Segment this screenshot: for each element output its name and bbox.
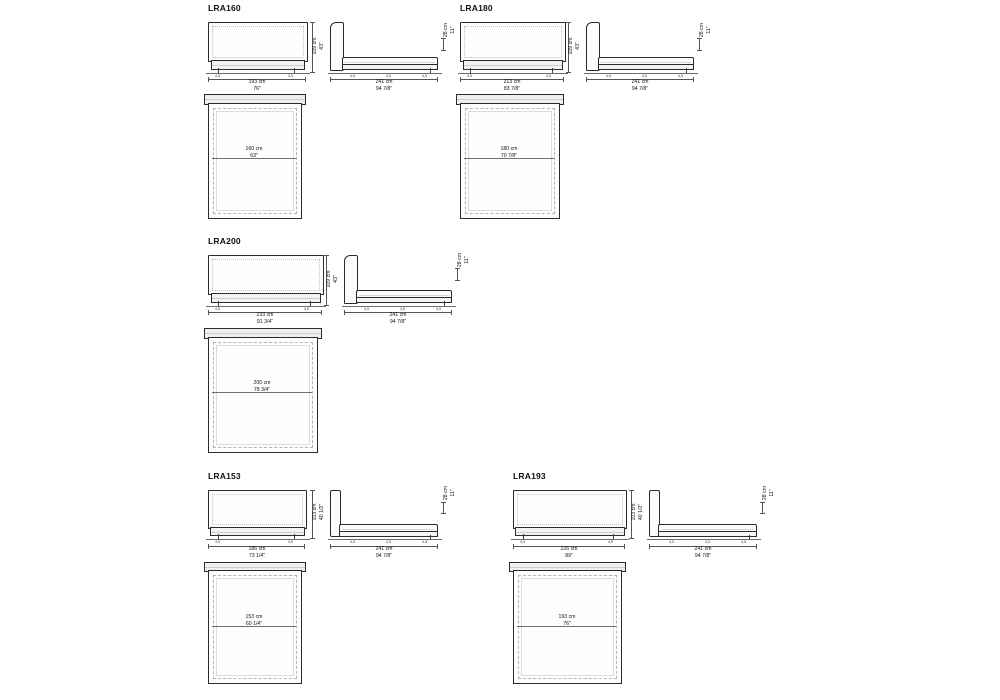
side-height-label-lra200: 28 cm 11" — [457, 252, 470, 268]
headboard-front — [513, 490, 627, 529]
front-width-label: 193 cm 76" — [248, 79, 266, 92]
plan-view-lra153 — [204, 562, 316, 692]
tick-right: 4,5 — [288, 74, 293, 78]
tick-right: 4,5 — [608, 540, 613, 544]
front-width-label: 213 cm 83 7/8" — [503, 79, 521, 92]
tick-left: 4,5 — [215, 74, 220, 78]
plan-mattress-label: 160 cm 63" — [245, 146, 263, 159]
tick-b: 4,5 — [386, 74, 391, 78]
tick-a: 4,5 — [350, 74, 355, 78]
plan-mattress-inner — [468, 111, 552, 211]
plan-headboard-line — [510, 567, 625, 568]
front-elevation-lra200 — [208, 255, 322, 325]
headboard-stitch — [212, 494, 303, 525]
tick-a: 4,5 — [350, 540, 355, 544]
side-height-label-lra160: 28 cm 11" — [443, 22, 456, 38]
plan-view-lra200 — [204, 328, 330, 458]
front-width-label: 186 cm 73 1/4" — [248, 546, 266, 559]
plan-mattress-label: 193 cm 76" — [558, 614, 576, 627]
tick-b: 4,5 — [400, 307, 405, 311]
front-width-label: 226 cm 89" — [560, 546, 578, 559]
plan-headboard-top-edge — [513, 562, 620, 563]
tick-a: 4,5 — [364, 307, 369, 311]
floor-line — [206, 539, 310, 540]
tick-left: 4,5 — [215, 307, 220, 311]
model-title-lra160: LRA160 — [208, 3, 241, 13]
tick-c: 4,5 — [422, 540, 427, 544]
plan-headboard-line — [457, 99, 563, 100]
side-height-label-lra193: 28 cm 11" — [762, 485, 775, 501]
model-title-lra200: LRA200 — [208, 236, 241, 246]
base-shadow-line — [212, 298, 320, 299]
bed-base-side — [356, 297, 452, 303]
side-height-label-lra153: 28 cm 11" — [443, 485, 456, 501]
model-title-lra153: LRA153 — [208, 471, 241, 481]
base-shadow-line — [211, 532, 304, 533]
bed-base-front — [515, 527, 625, 536]
front-elevation-lra193 — [513, 490, 627, 559]
side-length-label: 241 cm 94 7/8" — [375, 546, 393, 559]
tick-a: 4,5 — [669, 540, 674, 544]
mattress-seam — [661, 529, 754, 530]
front-height-label-lra160: 109 cm 43" — [312, 37, 325, 55]
plan-frame — [460, 103, 560, 219]
front-width-label: 233 cm 91 3/4" — [256, 312, 274, 325]
side-length-label: 241 cm 94 7/8" — [389, 312, 407, 325]
tick-b: 4,5 — [705, 540, 710, 544]
side-elevation-lra180 — [586, 22, 706, 92]
tick-c: 4,5 — [422, 74, 427, 78]
front-height-label-lra200: 109 cm 43" — [326, 270, 339, 288]
headboard-stitch — [517, 494, 623, 525]
headboard-front — [208, 255, 324, 295]
tick-left: 4,5 — [215, 540, 220, 544]
bed-base-side — [658, 531, 757, 537]
plan-mattress-label: 180 cm 70 7/8" — [500, 146, 518, 159]
tick-c: 4,5 — [436, 307, 441, 311]
mattress-seam — [359, 295, 449, 296]
side-length-label: 241 cm 94 7/8" — [631, 79, 649, 92]
plan-view-lra180 — [456, 94, 572, 224]
bed-base-side — [598, 64, 694, 70]
headboard-stitch — [464, 26, 562, 58]
headboard-front — [208, 490, 307, 529]
tick-a: 4,5 — [606, 74, 611, 78]
base-shadow-line — [516, 532, 624, 533]
floor-line — [458, 73, 568, 74]
model-group-lra180 — [252, 0, 732, 230]
model-group-lra200 — [0, 230, 500, 460]
tick-right: 4,5 — [546, 74, 551, 78]
side-elevation-lra200 — [344, 255, 464, 325]
plan-view-lra193 — [509, 562, 635, 692]
bed-base-front — [210, 527, 305, 536]
headboard-stitch — [212, 259, 320, 291]
tick-c: 4,5 — [741, 540, 746, 544]
plan-mattress-inner — [216, 345, 310, 445]
side-length-label: 241 cm 94 7/8" — [694, 546, 712, 559]
tick-b: 4,5 — [386, 540, 391, 544]
bed-base-front — [463, 60, 563, 70]
tick-c: 4,5 — [678, 74, 683, 78]
model-title-lra180: LRA180 — [460, 3, 493, 13]
plan-mattress-label: 200 cm 78 3/4" — [253, 380, 271, 393]
plan-headboard-line — [205, 567, 305, 568]
plan-frame — [208, 337, 318, 453]
front-elevation-lra180 — [460, 22, 564, 92]
front-elevation-lra153 — [208, 490, 308, 559]
side-elevation-lra193 — [649, 490, 769, 559]
front-height-label-lra153: 103 cm 40 1/2" — [312, 503, 325, 521]
mattress-seam — [601, 62, 691, 63]
side-length-label: 241 cm 94 7/8" — [375, 79, 393, 92]
headboard-front — [460, 22, 566, 62]
plan-mattress-label: 153 cm 60 1/4" — [245, 614, 263, 627]
side-height-label-lra180: 28 cm 11" — [699, 22, 712, 38]
front-height-label-lra193: 103 cm 40 1/2" — [631, 503, 644, 521]
bed-base-front — [211, 293, 321, 303]
plan-headboard-top-edge — [460, 94, 558, 95]
front-height-label-lra180: 109 cm 43" — [568, 37, 581, 55]
plan-headboard-top-edge — [208, 562, 300, 563]
tick-left: 4,5 — [520, 540, 525, 544]
plan-headboard-line — [205, 333, 321, 334]
tick-left: 4,5 — [467, 74, 472, 78]
model-group-lra193 — [305, 465, 775, 700]
tick-right: 4,5 — [288, 540, 293, 544]
tick-b: 4,5 — [642, 74, 647, 78]
plan-headboard-top-edge — [208, 328, 316, 329]
model-title-lra193: LRA193 — [513, 471, 546, 481]
tick-right: 4,5 — [304, 307, 309, 311]
base-shadow-line — [464, 65, 562, 66]
